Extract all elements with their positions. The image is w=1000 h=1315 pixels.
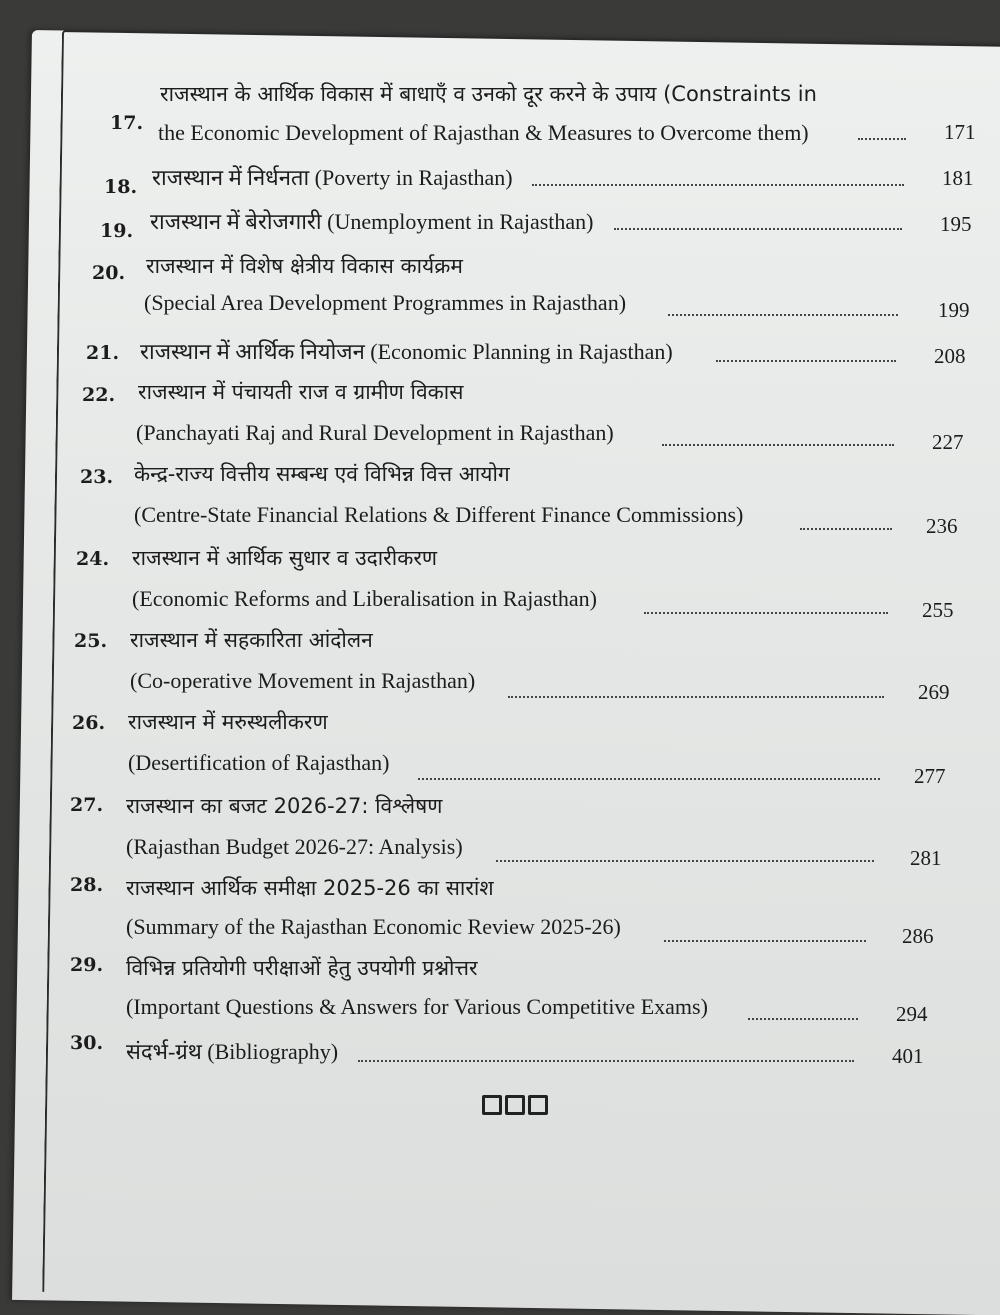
leader-dots — [532, 182, 904, 186]
entry-number: 23. — [80, 466, 114, 488]
entry-number: 19. — [100, 220, 134, 242]
page-number: 255 — [922, 598, 954, 622]
square-icon — [505, 1095, 525, 1115]
entry-title-hindi: राजस्थान में मरुस्थलीकरण — [128, 710, 328, 734]
leader-dots — [614, 226, 902, 230]
square-icon — [482, 1095, 502, 1115]
entry-title-hindi: राजस्थान का बजट 2026-27: विश्लेषण — [126, 794, 443, 818]
entry-number: 26. — [72, 712, 106, 734]
page-number: 199 — [938, 298, 970, 322]
entry-title-hindi: राजस्थान के आर्थिक विकास में बाधाएँ व उनको दूर करने के उपाय (Constraints in — [160, 82, 817, 106]
entry-title-english: (Special Area Development Programmes in Rajasthan) — [144, 290, 627, 315]
section-end-mark — [482, 1095, 548, 1115]
entry-number: 20. — [92, 262, 126, 284]
page-number: 401 — [892, 1044, 924, 1068]
entry-title-english: the Economic Development of Rajasthan & Measures to Overcome them) — [158, 120, 809, 145]
entry-title: राजस्थान में बेरोजगारी (Unemployment in Rajasthan) — [150, 209, 594, 234]
entry-title-hindi: राजस्थान में आर्थिक सुधार व उदारीकरण — [132, 546, 438, 570]
entry-title-english: (Co-operative Movement in Rajasthan) — [130, 668, 476, 693]
leader-dots — [358, 1058, 854, 1062]
page-number: 171 — [944, 120, 976, 144]
leader-dots — [508, 694, 884, 698]
leader-dots — [418, 776, 880, 780]
page-number: 294 — [896, 1002, 928, 1026]
page-number: 208 — [934, 344, 966, 368]
page-number: 281 — [910, 846, 942, 870]
entry-title-hindi: राजस्थान में सहकारिता आंदोलन — [130, 628, 373, 652]
entry-number: 27. — [70, 794, 104, 816]
entry-title-hindi: राजस्थान में विशेष क्षेत्रीय विकास कार्यक्रम — [146, 254, 463, 278]
leader-dots — [858, 136, 906, 140]
leader-dots — [716, 358, 896, 362]
entry-title-english: (Rajasthan Budget 2026-27: Analysis) — [126, 834, 463, 859]
entry-title-hindi: राजस्थान में पंचायती राज व ग्रामीण विकास — [138, 380, 464, 404]
entry-title: संदर्भ-ग्रंथ (Bibliography) — [126, 1039, 339, 1064]
entry-number: 18. — [104, 176, 138, 198]
entry-title-english: (Centre-State Financial Relations & Different Finance Commissions) — [134, 502, 744, 527]
entry-title: राजस्थान में आर्थिक नियोजन (Economic Planning in Rajasthan) — [140, 339, 673, 364]
entry-title: राजस्थान में निर्धनता (Poverty in Rajasthan) — [152, 165, 513, 190]
leader-dots — [662, 442, 894, 446]
page-number: 277 — [914, 764, 946, 788]
page-number: 286 — [902, 924, 934, 948]
entry-number: 24. — [76, 548, 110, 570]
entry-title-english: (Important Questions & Answers for Various Competitive Exams) — [126, 994, 708, 1019]
leader-dots — [748, 1016, 858, 1020]
entry-title-hindi: विभिन्न प्रतियोगी परीक्षाओं हेतु उपयोगी प्रश्नोत्तर — [126, 956, 478, 980]
entry-title-english: (Panchayati Raj and Rural Development in Rajasthan) — [136, 420, 614, 445]
page-number: 195 — [940, 212, 972, 236]
leader-dots — [668, 312, 898, 316]
entry-number: 28. — [70, 874, 104, 896]
entry-title-hindi: केन्द्र-राज्य वित्तीय सम्बन्ध एवं विभिन्न वित्त आयोग — [134, 462, 510, 486]
entry-number: 29. — [70, 954, 104, 976]
entry-number: 21. — [86, 342, 120, 364]
entry-number: 22. — [82, 384, 116, 406]
entry-title-hindi: राजस्थान आर्थिक समीक्षा 2025-26 का सारांश — [126, 876, 494, 900]
leader-dots — [800, 526, 892, 530]
page-number: 269 — [918, 680, 950, 704]
leader-dots — [496, 858, 874, 862]
leader-dots — [644, 610, 888, 614]
square-icon — [528, 1095, 548, 1115]
entry-number: 17. — [110, 112, 144, 134]
entry-number: 25. — [74, 630, 108, 652]
page-number: 236 — [926, 514, 958, 538]
entry-number: 30. — [70, 1032, 104, 1054]
entry-title-english: (Economic Reforms and Liberalisation in Rajasthan) — [132, 586, 597, 611]
entry-title-english: (Desertification of Rajasthan) — [128, 750, 390, 775]
page-number: 181 — [942, 166, 974, 190]
page-number: 227 — [932, 430, 964, 454]
leader-dots — [664, 938, 866, 942]
entry-title-english: (Summary of the Rajasthan Economic Review 2025-26) — [126, 914, 621, 939]
